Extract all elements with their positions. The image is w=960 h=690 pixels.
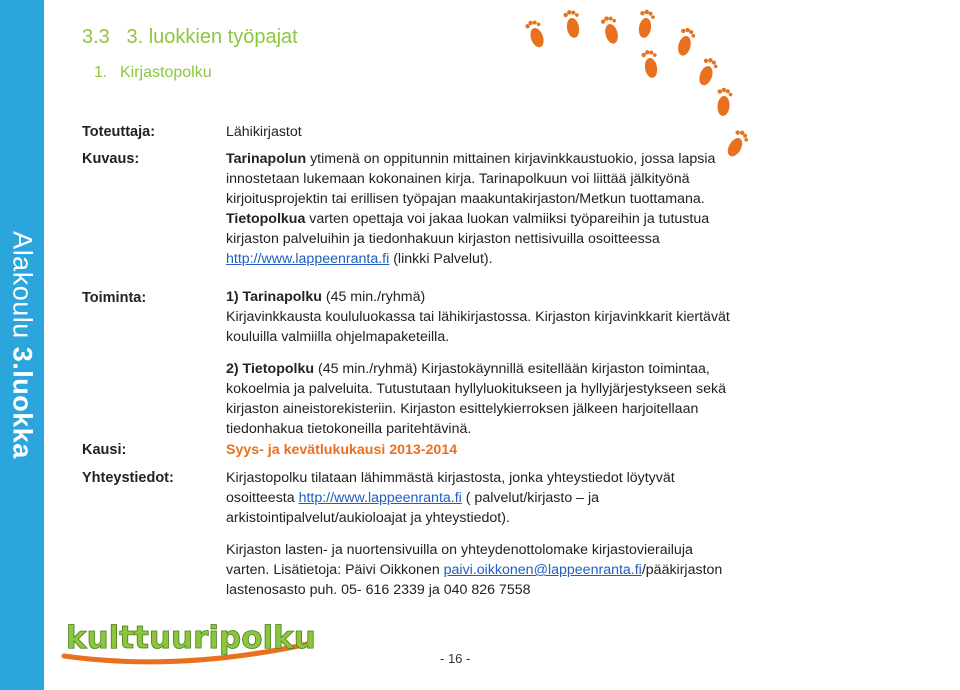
value-yhteystiedot: Kirjastopolku tilataan lähimmästä kirjastosta, jonka yhteystiedot löytyvät osoitteesta http://www.lappeenranta.fi ( palvelut/kirjasto – ja arkistointipalvelut/aukioloajat ja yhteystiedot). Kirjaston lasten- ja nuortensivuilla on yhteydenottolomake kirjastovierailuja varten. Lisätietoja: Päivi Oikkonen paivi.oikkonen@lappeenranta.fi/pääkirjaston lastenosasto puh. 05- 616 2339 ja 040 826 7558 [226, 470, 723, 598]
label-toteuttaja: Toteuttaja: [82, 124, 156, 140]
label-kuvaus: Kuvaus: [82, 151, 140, 167]
side-tab [0, 0, 44, 690]
workshop-title: 1. Kirjastopolku [94, 64, 212, 81]
value-toiminta: 1) Tarinapolku (45 min./ryhmä) Kirjavinkkausta koululuokassa tai lähikirjastossa. Kirjaston kirjavinkkarit kiertävät kouluilla valmiilla ohjelmapaketeilla. 2) Tietopolku (45 min./ryhmä) Kirjastokäynnillä esitellään kirjaston toimintaa, kokoelmia ja palveluita. Tutustutaan hyllyluokitukseen ja hyllyjärjestykseen sekä kirjaston aineistorekisteriin. Kirjaston esittelykierroksen jälkeen harjoitellaan tiedonhakua tietokoneilla paritehtävinä. [226, 289, 730, 437]
kulttuuripolku-logo [58, 610, 328, 675]
logo-text: kulttuuripolku [66, 620, 316, 656]
lappeenranta-link[interactable]: http://www.lappeenranta.fi [226, 251, 390, 267]
value-kausi: Syys- ja kevätlukukausi 2013-2014 [226, 442, 458, 458]
side-tab-label: Alakoulu 3.luokka [7, 231, 38, 459]
section-title: 3.3 3. luokkien työpajat [82, 26, 298, 48]
value-toteuttaja: Lähikirjastot [226, 124, 302, 140]
label-yhteystiedot: Yhteystiedot: [82, 470, 174, 486]
email-link[interactable]: paivi.oikkonen@lappeenranta.fi [443, 562, 642, 578]
label-kausi: Kausi: [82, 442, 127, 458]
label-toiminta: Toiminta: [82, 290, 147, 306]
page-number: - 16 - [440, 651, 471, 666]
lappeenranta-link[interactable]: http://www.lappeenranta.fi [298, 490, 462, 506]
value-kuvaus: Tarinapolun ytimenä on oppitunnin mittainen kirjavinkkaustuokio, jossa lapsia innostetaan lukemaan kokonainen kirja. Tarinapolkuun voi liittää jälkityönä kirjoitusprojektin tai erillisen työpajan maakuntakirjaston/Metkun tuottamana. Tietopolkua varten opettaja voi jakaa luokan valmiiksi työpareihin ja tutustua kirjaston palveluihin ja tiedonhakuun kirjaston nettisivuilla osoitteessa http://www.lappeenranta.fi (linkki Palvelut). [226, 151, 716, 267]
